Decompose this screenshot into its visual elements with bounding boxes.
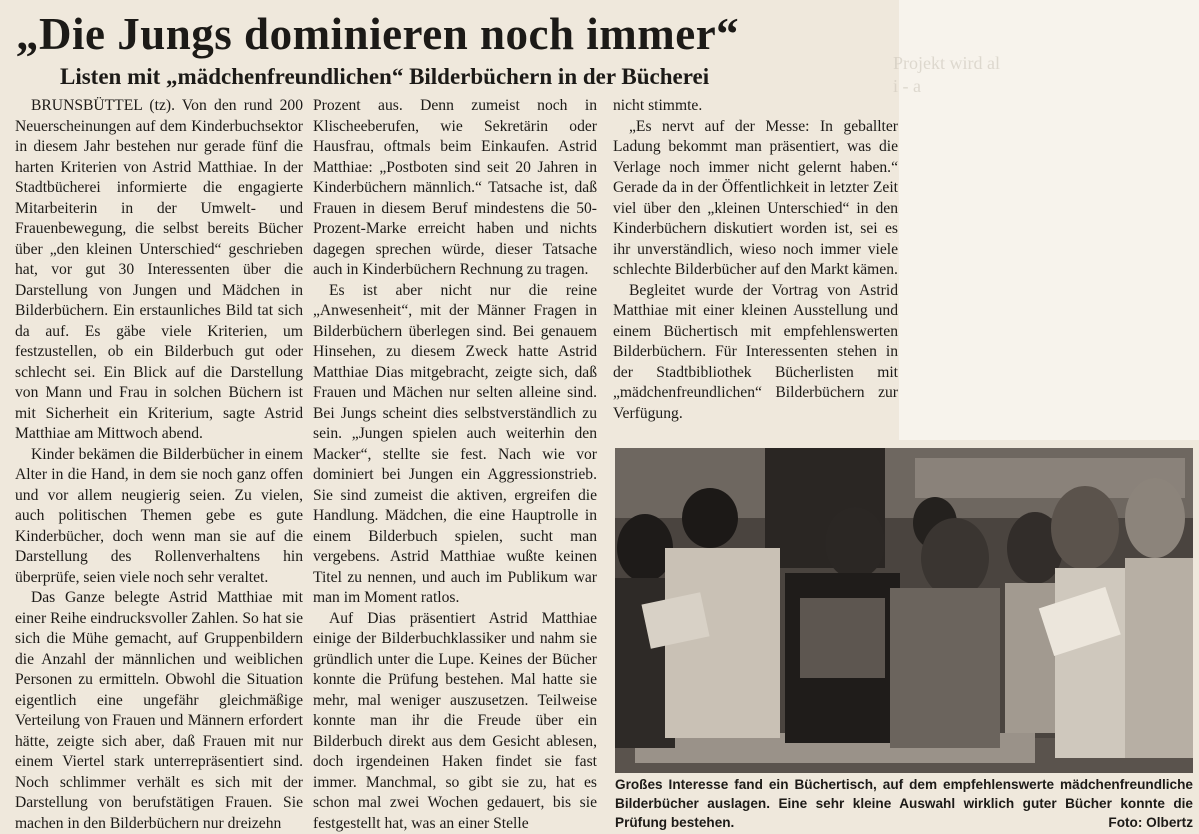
paragraph: BRUNSBÜTTEL (tz). Von den rund 200 Neuerscheinungen auf dem Kinderbuchsektor in diesem Jahr bestehen nur gerade fünf die harten Kriterien von Astrid Matthiae. In der Stadtbücherei informierte die engagierte Mitarbeiterin in der Umwelt- und Frauenbewegung, die selbst bereits Bücher über „den kleinen Unterschied“ geschrieben hat, vor gut 30 Interessenten über die Darstellung von Jungen und Mädchen in Bilderbüchern. Ein erstaunliches Bild tat sich da auf. Es gäbe viele Kriterien, um festzustellen, ob ein Bilderbuch gut oder schlecht sei. Ein Blick auf die Darstellung von Mann und Frau in solchen Büchern ist mit Sicherheit ein Kriterium, sagte Astrid Matthiae am Mittwoch abend.: [15, 97, 303, 442]
article-column-2: [313, 96, 597, 834]
photo-caption: [615, 775, 1193, 832]
paragraph: Begleitet wurde der Vortrag von Astrid Matthiae mit einer kleinen Ausstellung und einem Büchertisch mit empfehlenswerten Bilderbüchern. Für Interessenten stehen in der Stadtbibliothek Bücherlisten mit „mädchenfreundlichen“ Bilderbüchern zur Verfügung.: [613, 281, 898, 422]
paragraph: Es ist aber nicht nur die reine „Anwesenheit“, mit der Männer Fragen in Bilderbüchern überlegen sind. Bei genauem Hinsehen, zu diesem Zweck hatte Astrid Matthiae Dias mitgebracht, zeigte sich, daß Frauen und Mächen nur selten alleine sind. Bei Jungs scheint dies selbstverständlich zu sein. „Jungen spielen auch weiterhin den Macker“, stellte sie fest. Nach wie vor dominiert bei Jungen ein Aggressionstrieb. Sie sind zumeist die aktiven, ergreifen die Handlung. Mädchen, die eine Hauptrolle in einem Bilderbuch spielen, sucht man vergebens. Astrid Matthiae wußte keinen Titel zu nennen, und auch im Publikum war man im Moment ratlos.: [313, 281, 597, 606]
photo-illustration: [615, 448, 1193, 773]
headline: „Die Jungs dominieren noch immer“: [16, 9, 740, 59]
paragraph: Das Ganze belegte Astrid Matthiae mit einer Reihe eindrucksvoller Zahlen. So hat sie sich die Mühe gemacht, auf Gruppenbildern die Anzahl der männlichen und weiblichen Personen zu ermitteln. Obwohl die Situation eigentlich eine ungefähr gleichmäßige Verteilung von Frauen und Männern erfordert hätte, zeigte sich aber, daß Frauen mit nur einem Viertel stark unterrepräsentiert sind. Noch schlimmer verhält es sich mit der Darstellung von berufstätigen Frauen. Sie machen in den Bilderbüchern nur dreizehn: [15, 589, 303, 832]
subheadline: Listen mit „mädchenfreundlichen“ Bilderbüchern in der Bücherei: [60, 64, 710, 89]
article-column-1: [15, 96, 303, 834]
adjacent-article-bleed: [893, 0, 1199, 440]
article-column-3: [613, 96, 898, 424]
bleed-through-text: [893, 52, 1193, 98]
paragraph: Kinder bekämen die Bilderbücher in einem Alter in die Hand, in dem sie noch ganz offen und vor allem neugierig seien. Zu vielen, auch politischen Themen gebe es gute Kinderbücher, doch wenn man sie auf die Darstellung des Rollenverhaltens hin überprüfe, seien viele noch sehr veraltet.: [15, 445, 303, 586]
bleed-line: Projekt wird al: [893, 53, 1000, 73]
paragraph: Prozent aus. Denn zumeist noch in Klischeeberufen, wie Sekretärin oder Hausfrau, oftmals beim Einkaufen. Astrid Matthiae: „Postboten sind seit 20 Jahren in Kinderbüchern männlich.“ Tatsache ist, daß Frauen in diesem Beruf mindestens die 50-Prozent-Marke erreicht haben und nichts dagegen sprechen würde, dieser Tatsache auch in Kinderbüchern Rechnung zu tragen.: [313, 97, 597, 278]
photo-credit: Foto: Olbertz: [1108, 815, 1193, 830]
paragraph: Auf Dias präsentiert Astrid Matthiae einige der Bilderbuchklassiker und nahm sie gründlich unter die Lupe. Keines der Bücher konnte die Prüfung bestehen. Mal hatte sie mehr, mal weniger auszusetzen. Teilweise konnte man ihr die Freude über ein Bilderbuch direkt aus dem Gesicht ablesen, doch irgendeinen Haken findet sie fast immer. Manchmal, so gibt sie zu, hat es schon mal zwei Wochen gedauert, bis sie festgestellt hat, was an einer Stelle: [313, 609, 597, 832]
paragraph: nicht stimmte.: [613, 97, 703, 114]
bleed-line: i - a: [893, 76, 921, 96]
caption-text: Großes Interesse fand ein Büchertisch, auf dem empfehlenswerte mädchenfreundliche Bilderbücher auslagen. Eine sehr kleine Auswahl wirklich guter Bücher konnte die Prüfung bestehen.: [615, 777, 1193, 830]
news-photo: [615, 448, 1193, 773]
paragraph: „Es nervt auf der Messe: In geballter Ladung bekommt man präsentiert, was die Verlage noch immer nicht gelernt haben.“ Gerade da in der Öffentlichkeit in letzter Zeit viel über den „kleinen Unterschied“ in den Kinderbüchern diskutiert worden ist, sei es ihr unverständlich, wieso noch immer viele schlechte Bilderbücher auf den Markt kämen.: [613, 117, 898, 278]
